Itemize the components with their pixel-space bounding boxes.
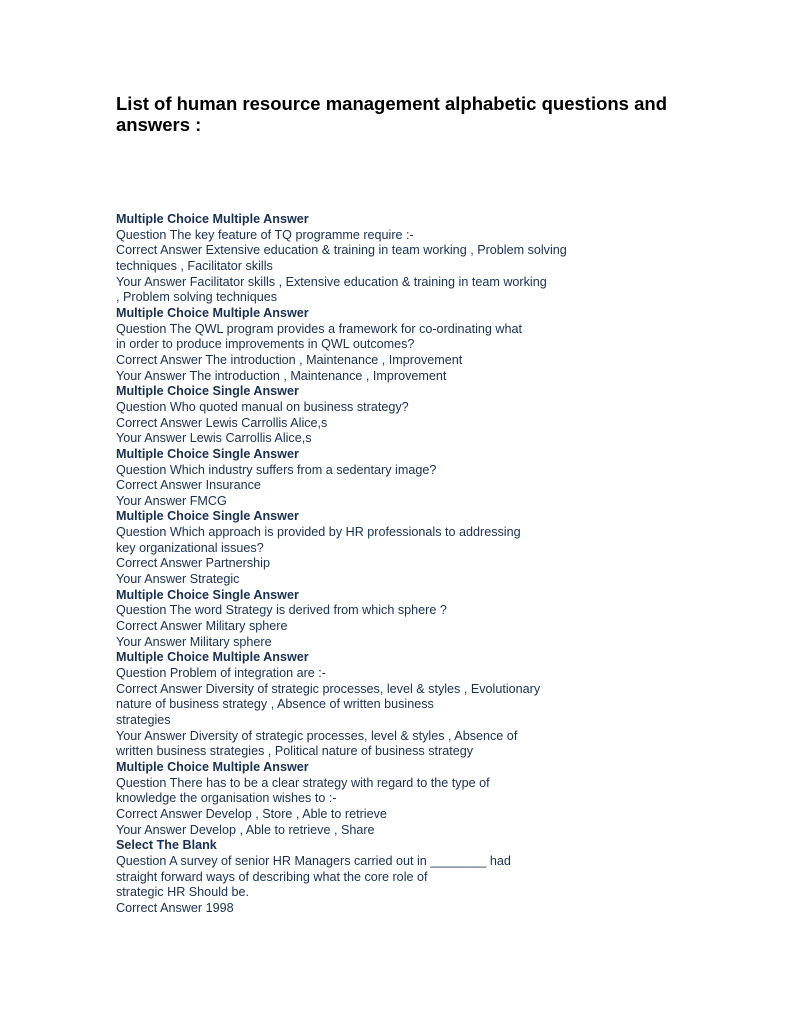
question-text-line: straight forward ways of describing what the core role of <box>116 869 428 884</box>
question-type-heading: Select The Blank <box>116 838 217 853</box>
question-type-heading: Multiple Choice Multiple Answer <box>116 212 309 226</box>
qa-item <box>116 306 676 384</box>
question-type-heading: Multiple Choice Single Answer <box>116 446 299 461</box>
qa-list <box>116 212 676 917</box>
question-text-line: Question Which approach is provided by HR professionals to addressing <box>116 525 521 540</box>
qa-item <box>116 838 676 916</box>
your-answer-line: Your Answer Lewis Carrollis Alice,s <box>116 431 312 446</box>
qa-item <box>116 212 676 306</box>
question-text-line: Question Problem of integration are :- <box>116 666 327 681</box>
correct-answer-line: Correct Answer Partnership <box>116 556 270 571</box>
your-answer-line: written business strategies , Political nature of business strategy <box>116 744 473 759</box>
question-text-line: knowledge the organisation wishes to :- <box>116 791 337 806</box>
correct-answer-line: Correct Answer Lewis Carrollis Alice,s <box>116 415 328 430</box>
your-answer-line: Your Answer Strategic <box>116 572 240 587</box>
question-type-heading: Multiple Choice Multiple Answer <box>116 305 309 320</box>
question-text-line: Question The word Strategy is derived from which sphere ? <box>116 603 447 618</box>
question-text-line: Question The key feature of TQ programme require :- <box>116 227 414 242</box>
correct-answer-line: Correct Answer Develop , Store , Able to retrieve <box>116 806 387 821</box>
qa-item <box>116 760 676 838</box>
question-text-line: Question The QWL program provides a framework for co-ordinating what <box>116 321 522 336</box>
question-text-line: Question Which industry suffers from a sedentary image? <box>116 462 437 477</box>
your-answer-line: Your Answer Military sphere <box>116 634 272 649</box>
your-answer-line: Your Answer FMCG <box>116 493 227 508</box>
question-type-heading: Multiple Choice Single Answer <box>116 509 299 524</box>
your-answer-line: Your Answer Diversity of strategic processes, level & styles , Absence of <box>116 728 518 743</box>
question-text-line: Question Who quoted manual on business strategy? <box>116 399 409 414</box>
your-answer-line: Your Answer Develop , Able to retrieve , Share <box>116 822 375 837</box>
your-answer-line: Your Answer The introduction , Maintenance , Improvement <box>116 368 447 383</box>
correct-answer-line: Correct Answer Diversity of strategic processes, level & styles , Evolutionary <box>116 681 541 696</box>
correct-answer-line: Correct Answer Extensive education & training in team working , Problem solving <box>116 243 567 258</box>
your-answer-line: , Problem solving techniques <box>116 290 278 305</box>
your-answer-line: Your Answer Facilitator skills , Extensive education & training in team working <box>116 274 547 289</box>
page-title: List of human resource management alphabetic questions and answers : <box>116 93 667 135</box>
qa-item <box>116 447 676 510</box>
correct-answer-line: Correct Answer Insurance <box>116 478 261 493</box>
question-text-line: in order to produce improvements in QWL outcomes? <box>116 337 415 352</box>
question-type-heading: Multiple Choice Multiple Answer <box>116 650 309 665</box>
correct-answer-line: techniques , Facilitator skills <box>116 258 273 273</box>
question-type-heading: Multiple Choice Multiple Answer <box>116 759 309 774</box>
question-type-heading: Multiple Choice Single Answer <box>116 587 299 602</box>
question-text-line: key organizational issues? <box>116 540 264 555</box>
question-text-line: strategic HR Should be. <box>116 885 250 900</box>
correct-answer-line: Correct Answer Military sphere <box>116 619 288 634</box>
question-text-line: Question There has to be a clear strategy with regard to the type of <box>116 775 490 790</box>
qa-item <box>116 509 676 587</box>
correct-answer-line: Correct Answer The introduction , Maintenance , Improvement <box>116 352 463 367</box>
correct-answer-line: Correct Answer 1998 <box>116 900 234 915</box>
qa-item <box>116 384 676 447</box>
correct-answer-line: strategies <box>116 713 171 727</box>
question-text-line: Question A survey of senior HR Managers carried out in ________ had <box>116 853 511 868</box>
qa-item <box>116 588 676 651</box>
question-type-heading: Multiple Choice Single Answer <box>116 384 299 399</box>
correct-answer-line: nature of business strategy , Absence of written business <box>116 697 434 712</box>
qa-item <box>116 650 676 760</box>
